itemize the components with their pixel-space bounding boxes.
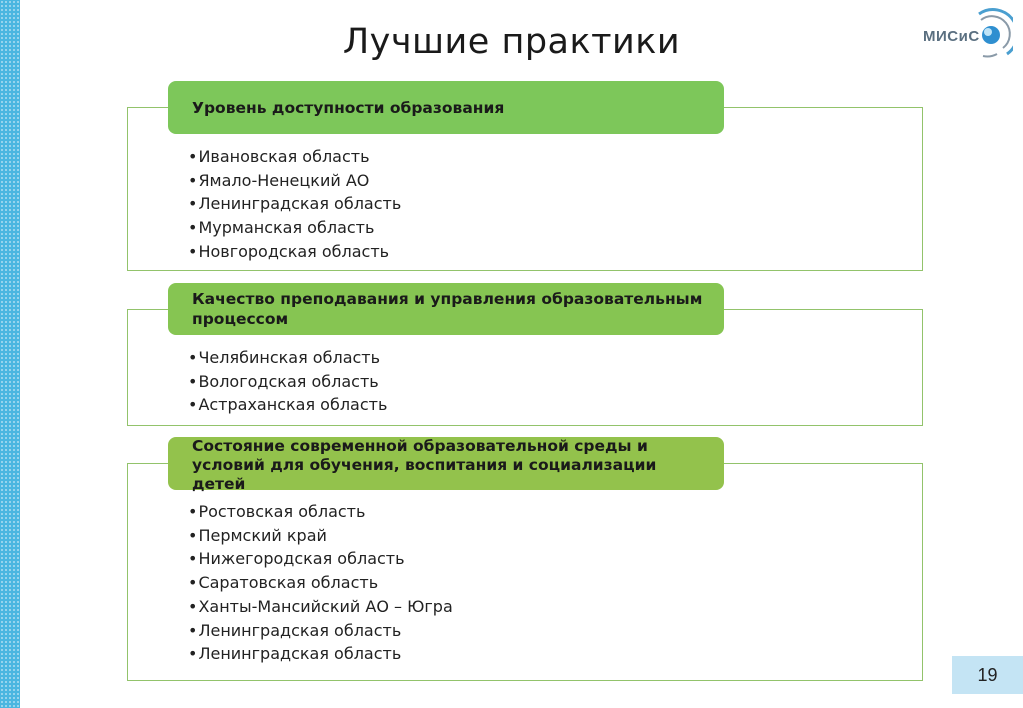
section-header-1: Уровень доступности образования [168,81,724,134]
section-list-2 [188,346,387,417]
list-item: • Ленинградская область [188,619,453,643]
section-header-3: Состояние современной образовательной среды и условий для обучения, воспитания и социализации детей [168,437,724,490]
list-item: • Астраханская область [188,393,387,417]
list-item: • Мурманская область [188,216,401,240]
list-item: • Ивановская область [188,145,401,169]
list-item: • Вологодская область [188,370,387,394]
section-list-3 [188,500,453,666]
list-item: • Новгородская область [188,240,401,264]
list-item: • Ханты-Мансийский АО – Югра [188,595,453,619]
list-item: • Челябинская область [188,346,387,370]
logo-text: МИСиС [923,28,980,45]
list-item: • Ростовская область [188,500,453,524]
slide-title: Лучшие практики [342,22,681,62]
side-decorative-strip [0,0,20,708]
logo-globe-icon [971,6,1013,62]
list-item: • Пермский край [188,524,453,548]
list-item: • Нижегородская область [188,547,453,571]
page-number: 19 [952,656,1023,694]
list-item: • Ямало-Ненецкий АО [188,169,401,193]
list-item: • Саратовская область [188,571,453,595]
list-item: • Ленинградская область [188,192,401,216]
section-list-1 [188,145,401,264]
section-header-2: Качество преподавания и управления образовательным процессом [168,283,724,335]
list-item: • Ленинградская область [188,642,453,666]
misis-logo [923,6,1013,62]
